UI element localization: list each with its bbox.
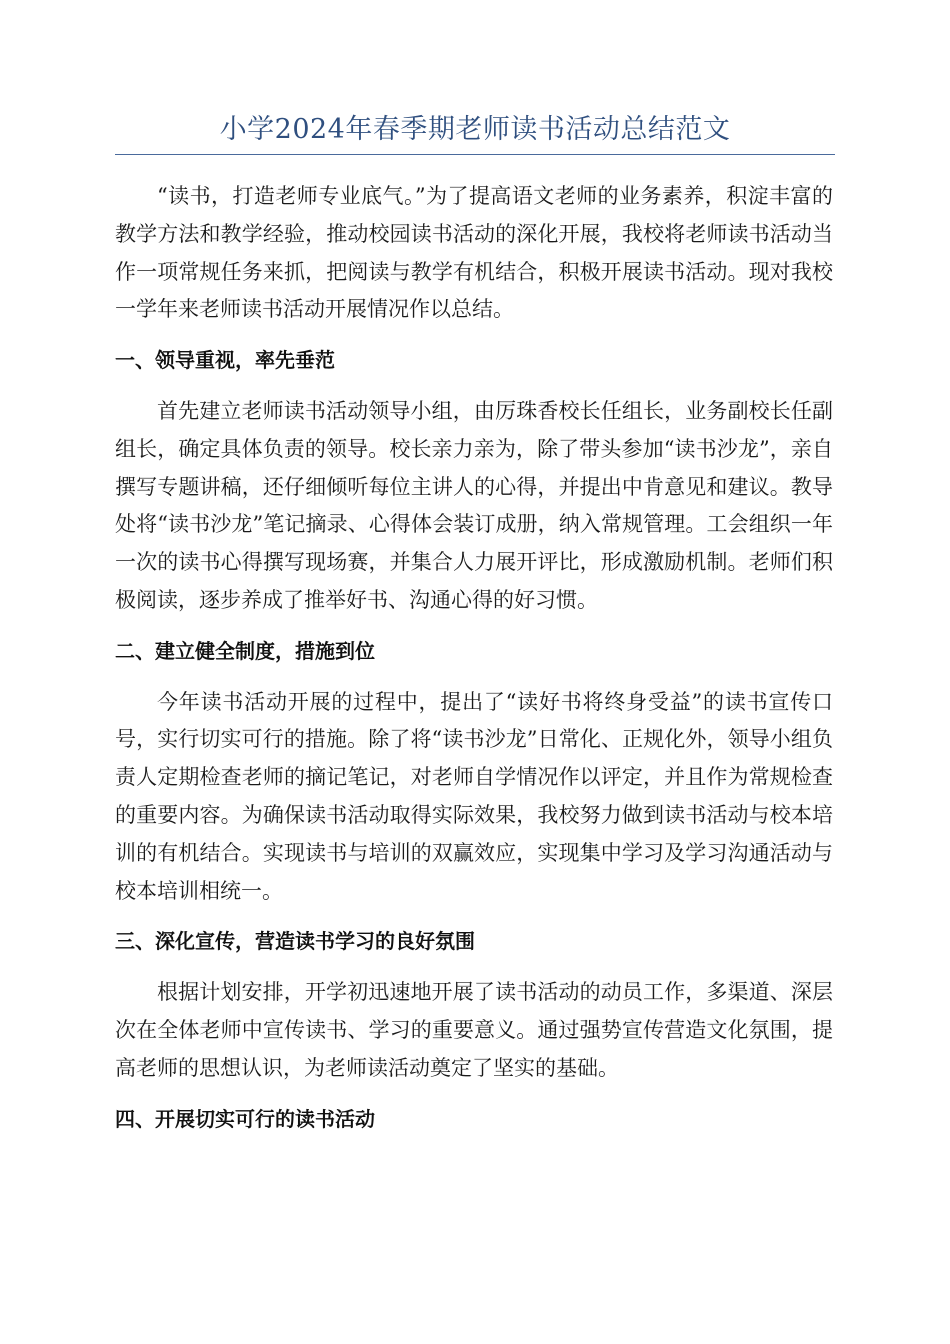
section-paragraph-1: 首先建立老师读书活动领导小组，由厉珠香校长任组长，业务副校长任副组长，确定具体负责的领导。校长亲力亲为，除了带头参加“读书沙龙”，亲自撰写专题讲稿，还仔细倾听每位主讲人的心得，并提出中肯意见和建议。教导处将“读书沙龙”笔记摘录、心得体会装订成册，纳入常规管理。工会组织一年一次的读书心得撰写现场赛，并集合人力展开评比，形成激励机制。老师们积极阅读，逐步养成了推举好书、沟通心得的好习惯。 xyxy=(115,398,833,612)
section-heading-3: 三、深化宣传，营造读书学习的良好氛围 xyxy=(115,929,475,954)
section-heading-2: 二、建立健全制度，措施到位 xyxy=(115,638,375,663)
document-body xyxy=(115,178,833,1151)
title-underline xyxy=(115,154,835,155)
section-heading-1: 一、领导重视，率先垂范 xyxy=(115,348,335,373)
intro-paragraph: “读书，打造老师专业底气。”为了提高语文老师的业务素养，积淀丰富的教学方法和教学经验，推动校园读书活动的深化开展，我校将老师读书活动当作一项常规任务来抓，把阅读与教学有机结合，积极开展读书活动。现对我校一学年来老师读书活动开展情况作以总结。 xyxy=(115,184,833,322)
section-paragraph-2: 今年读书活动开展的过程中，提出了“读好书将终身受益”的读书宣传口号，实行切实可行的措施。除了将“读书沙龙”日常化、正规化外，领导小组负责人定期检查老师的摘记笔记，对老师自学情况作以评定，并且作为常规检查的重要内容。为确保读书活动取得实际效果，我校努力做到读书活动与校本培训的有机结合。实现读书与培训的双赢效应，实现集中学习及学习沟通活动与校本培训相统一。 xyxy=(115,689,833,903)
section-paragraph-3: 根据计划安排，开学初迅速地开展了读书活动的动员工作，多渠道、深层次在全体老师中宣传读书、学习的重要意义。通过强势宣传营造文化氛围，提高老师的思想认识，为老师读活动奠定了坚实的基础。 xyxy=(115,980,833,1080)
document-title: 小学2024年春季期老师读书活动总结范文 xyxy=(219,114,731,145)
section-heading-4: 四、开展切实可行的读书活动 xyxy=(115,1106,375,1131)
